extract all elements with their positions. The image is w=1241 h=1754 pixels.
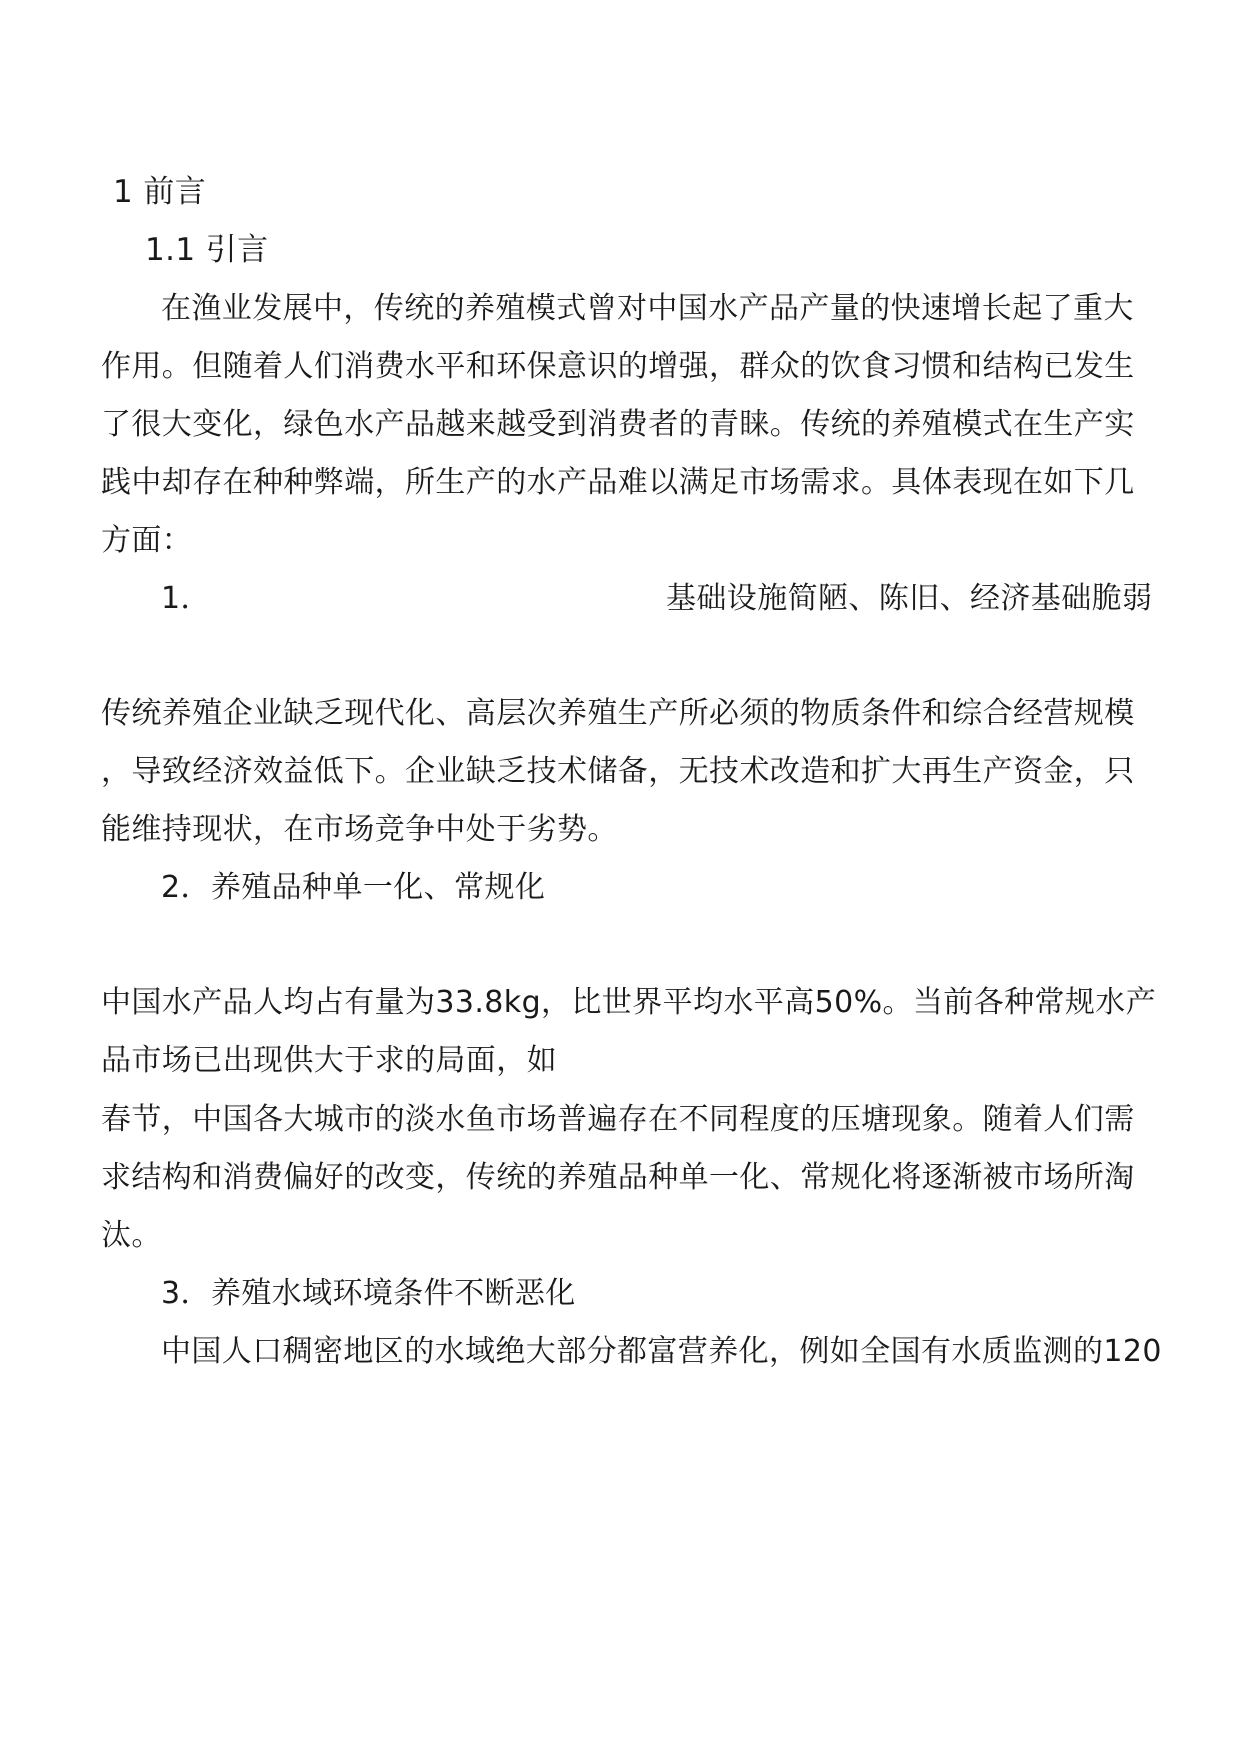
item1-line-1: 传统养殖企业缺乏现代化、高层次养殖生产所必须的物质条件和综合经营规模 — [101, 696, 1135, 731]
intro-line-3: 了很大变化，绿色水产品越来越受到消费者的青睐。传统的养殖模式在生产实 — [101, 407, 1135, 442]
item2-heading: 2．养殖品种单一化、常规化 — [161, 870, 546, 905]
item2-line-5: 汰。 — [101, 1218, 162, 1253]
item2-line-4: 求结构和消费偏好的改变，传统的养殖品种单一化、常规化将逐渐被市场所淘 — [101, 1160, 1135, 1195]
section-heading: 1 前言 — [113, 174, 207, 210]
item3-heading: 3．养殖水域环境条件不断恶化 — [161, 1276, 576, 1311]
item2-line-1: 中国水产品人均占有量为33.8kg，比世界平均水平高50%。当前各种常规水产 — [101, 985, 1157, 1020]
item1-number: 1． — [161, 581, 211, 616]
intro-line-4: 践中却存在种种弊端，所生产的水产品难以满足市场需求。具体表现在如下几 — [101, 465, 1135, 500]
item1-line-3: 能维持现状，在市场竞争中处于劣势。 — [101, 812, 618, 847]
item1-line-2: ，导致经济效益低下。企业缺乏技术储备，无技术改造和扩大再生产资金，只 — [101, 754, 1135, 789]
item3-line-1: 中国人口稠密地区的水域绝大部分都富营养化，例如全国有水质监测的120 — [161, 1334, 1162, 1369]
intro-line-5: 方面： — [101, 523, 193, 558]
subsection-heading: 1.1 引言 — [145, 232, 269, 268]
item2-line-2: 品市场已出现供大于求的局面，如 — [101, 1043, 557, 1078]
intro-line-2: 作用。但随着人们消费水平和环保意识的增强，群众的饮食习惯和结构已发生 — [101, 349, 1135, 384]
item2-line-3: 春节，中国各大城市的淡水鱼市场普遍存在不同程度的压塘现象。随着人们需 — [101, 1102, 1135, 1137]
intro-line-1: 在渔业发展中，传统的养殖模式曾对中国水产品产量的快速增长起了重大 — [161, 291, 1134, 326]
item1-title: 基础设施简陋、陈旧、经济基础脆弱 — [666, 581, 1153, 616]
